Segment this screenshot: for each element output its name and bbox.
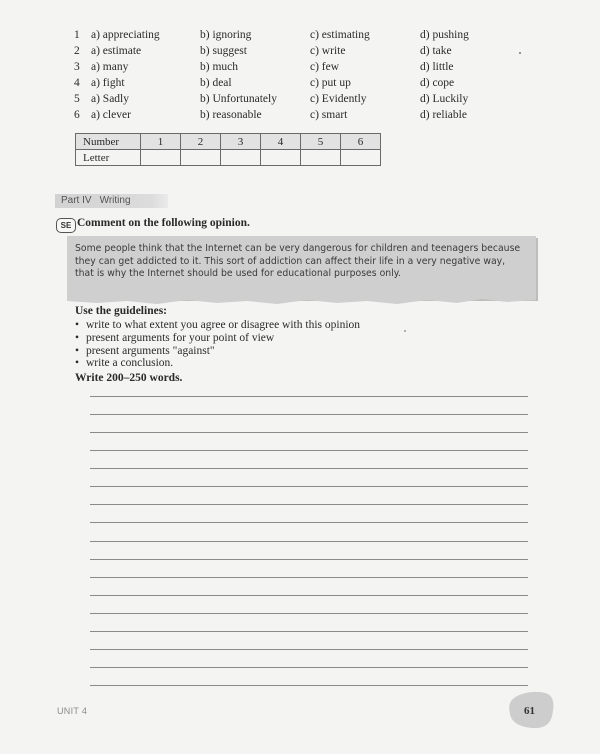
option-d: d) Luckily bbox=[420, 93, 469, 105]
writing-line[interactable] bbox=[90, 631, 528, 632]
number-cell: 4 bbox=[261, 134, 301, 150]
word-count-instruction: Write 200–250 words. bbox=[75, 372, 183, 384]
option-c: c) put up bbox=[310, 77, 351, 89]
option-a: a) appreciating bbox=[91, 29, 160, 41]
bullet-icon: • bbox=[75, 331, 80, 344]
guideline-text: present arguments for your point of view bbox=[86, 331, 275, 344]
option-c: c) smart bbox=[310, 109, 348, 121]
option-d: d) cope bbox=[420, 77, 455, 89]
option-b: b) suggest bbox=[200, 45, 247, 57]
number-label: Number bbox=[76, 134, 141, 150]
guideline-text: present arguments "against" bbox=[86, 344, 215, 357]
item-number: 3 bbox=[74, 61, 80, 73]
opinion-line: they can get addicted to it. This sort of addiction can affect their life in a very negative way, bbox=[75, 255, 506, 267]
guidelines-title: Use the guidelines: bbox=[75, 305, 167, 317]
writing-line[interactable] bbox=[90, 468, 528, 469]
option-c: c) estimating bbox=[310, 29, 370, 41]
option-d: d) take bbox=[420, 45, 452, 57]
answer-cell[interactable] bbox=[341, 150, 381, 166]
writing-line[interactable] bbox=[90, 450, 528, 451]
writing-line[interactable] bbox=[90, 432, 528, 433]
guideline-item bbox=[75, 357, 360, 370]
print-speck bbox=[519, 52, 521, 54]
writing-line[interactable] bbox=[90, 613, 528, 614]
opinion-line: Some people think that the Internet can be very dangerous for children and teenagers because bbox=[75, 243, 521, 254]
item-number: 5 bbox=[74, 93, 80, 105]
writing-line[interactable] bbox=[90, 595, 528, 596]
option-b: b) deal bbox=[200, 77, 232, 89]
opinion-text bbox=[75, 243, 526, 281]
number-cell: 3 bbox=[221, 134, 261, 150]
option-a: a) clever bbox=[91, 109, 131, 121]
number-cell: 5 bbox=[301, 134, 341, 150]
item-number: 2 bbox=[74, 45, 80, 57]
guidelines-list bbox=[75, 319, 360, 370]
option-a: a) fight bbox=[91, 77, 125, 89]
torn-edge-decoration bbox=[67, 297, 536, 305]
writing-line[interactable] bbox=[90, 577, 528, 578]
answer-cell[interactable] bbox=[261, 150, 301, 166]
se-badge-icon: SE bbox=[56, 218, 76, 233]
part-label: Part IV bbox=[61, 195, 92, 206]
option-c: c) Evidently bbox=[310, 93, 367, 105]
option-c: c) write bbox=[310, 45, 346, 57]
page-number: 61 bbox=[524, 705, 535, 717]
writing-line[interactable] bbox=[90, 414, 528, 415]
bullet-icon: • bbox=[75, 357, 80, 370]
option-d: d) pushing bbox=[420, 29, 469, 41]
number-cell: 2 bbox=[181, 134, 221, 150]
part-title: Writing bbox=[99, 195, 131, 206]
opinion-box bbox=[67, 236, 536, 299]
option-c: c) few bbox=[310, 61, 340, 73]
option-b: b) ignoring bbox=[200, 29, 252, 41]
task-title: Comment on the following opinion. bbox=[77, 217, 250, 229]
answer-cell[interactable] bbox=[141, 150, 181, 166]
bullet-icon: • bbox=[75, 344, 80, 357]
writing-line[interactable] bbox=[90, 541, 528, 542]
part-header bbox=[55, 194, 168, 208]
writing-line[interactable] bbox=[90, 667, 528, 668]
print-speck bbox=[404, 330, 406, 332]
option-b: b) Unfortunately bbox=[200, 93, 277, 105]
answer-table-letter-row bbox=[76, 150, 381, 166]
option-b: b) much bbox=[200, 61, 239, 73]
number-cell: 6 bbox=[341, 134, 381, 150]
writing-line[interactable] bbox=[90, 486, 528, 487]
item-number: 4 bbox=[74, 77, 80, 89]
option-a: a) many bbox=[91, 61, 129, 73]
answer-table bbox=[75, 133, 381, 166]
option-a: a) estimate bbox=[91, 45, 142, 57]
writing-line[interactable] bbox=[90, 396, 528, 397]
guideline-text: write to what extent you agree or disagree with this opinion bbox=[86, 319, 361, 331]
writing-line[interactable] bbox=[90, 559, 528, 560]
guideline-item bbox=[75, 345, 360, 358]
opinion-line: that is why the Internet should be used for educational purposes only. bbox=[75, 268, 401, 279]
writing-area[interactable] bbox=[90, 396, 528, 686]
item-number: 1 bbox=[74, 29, 80, 41]
option-d: d) little bbox=[420, 61, 454, 73]
option-d: d) reliable bbox=[420, 109, 467, 121]
option-b: b) reasonable bbox=[200, 109, 262, 121]
unit-label: UNIT 4 bbox=[57, 706, 88, 716]
answer-table-number-row bbox=[76, 134, 381, 150]
answer-cell[interactable] bbox=[301, 150, 341, 166]
bullet-icon: • bbox=[75, 319, 80, 331]
guideline-item bbox=[75, 332, 360, 345]
writing-line[interactable] bbox=[90, 685, 528, 686]
writing-line[interactable] bbox=[90, 649, 528, 650]
guideline-text: write a conclusion. bbox=[86, 357, 174, 370]
writing-line[interactable] bbox=[90, 522, 528, 523]
answer-cell[interactable] bbox=[181, 150, 221, 166]
item-number: 6 bbox=[74, 109, 80, 121]
option-a: a) Sadly bbox=[91, 93, 130, 105]
letter-label: Letter bbox=[76, 150, 141, 166]
writing-line[interactable] bbox=[90, 504, 528, 505]
number-cell: 1 bbox=[141, 134, 181, 150]
answer-cell[interactable] bbox=[221, 150, 261, 166]
guideline-item bbox=[75, 319, 360, 332]
